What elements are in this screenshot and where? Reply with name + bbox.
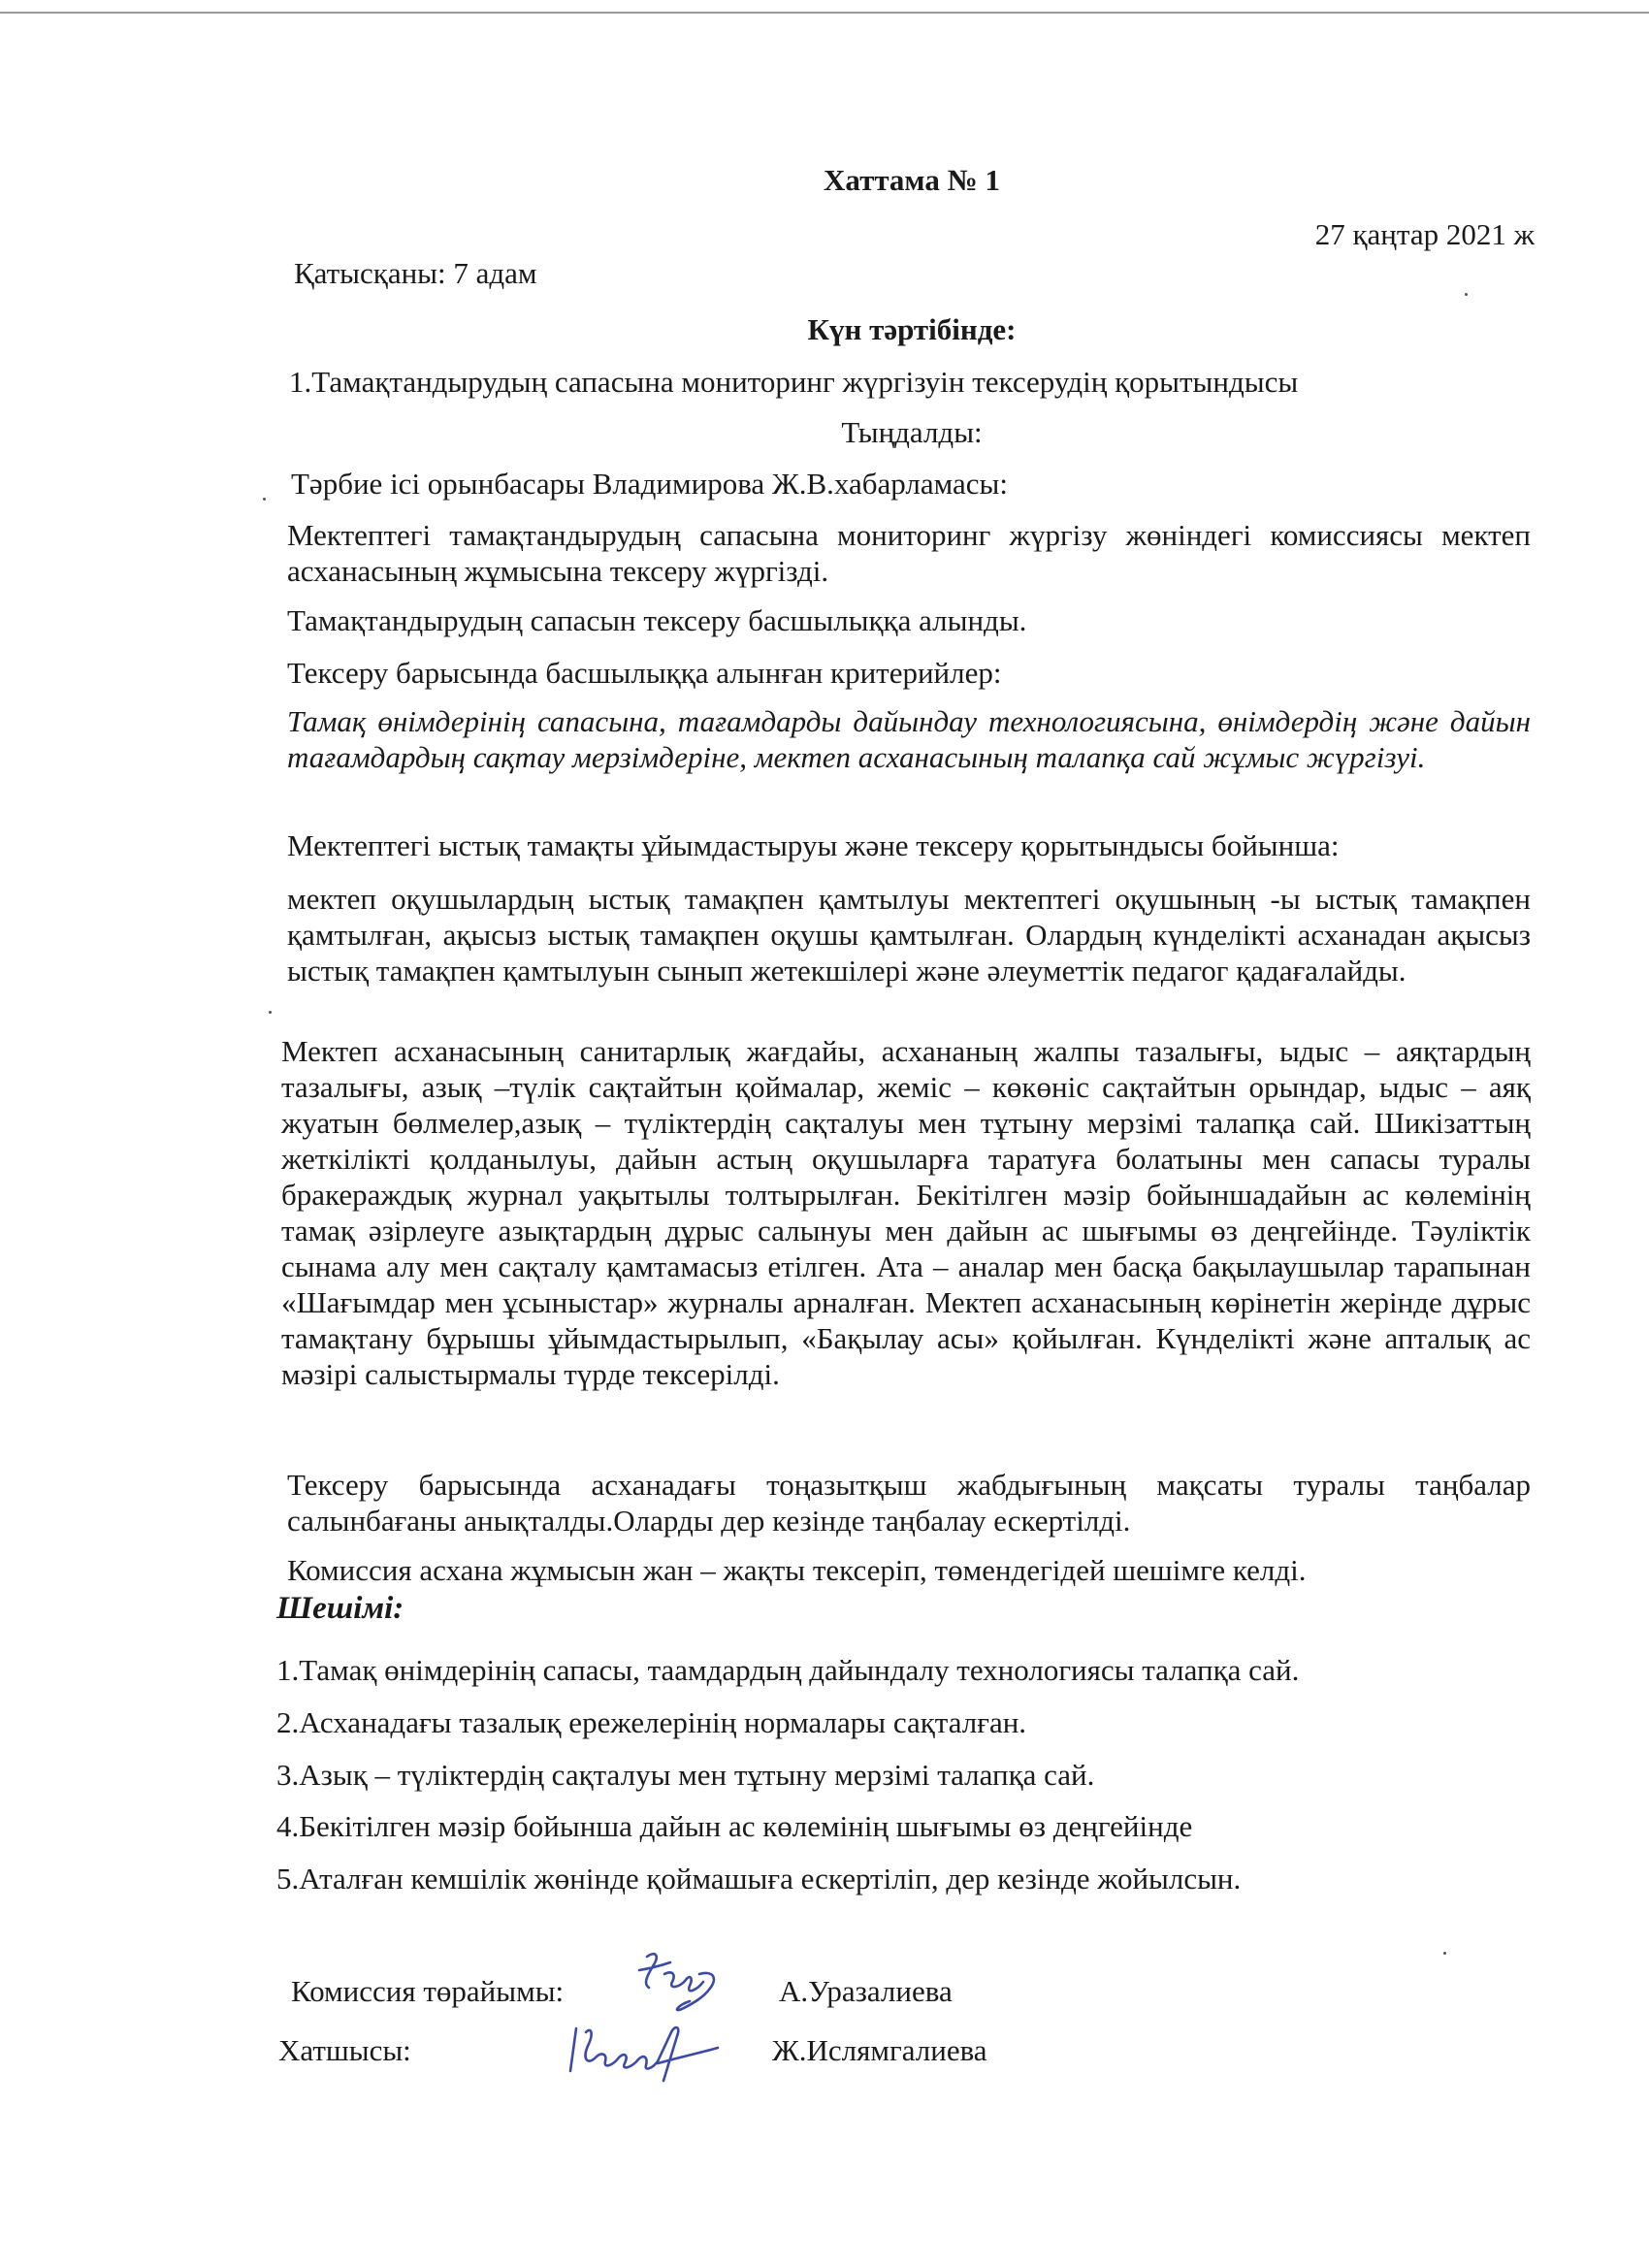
paragraph: Тамақтандырудың сапасын тексеру басшылыққа алынды. [287, 603, 1027, 637]
paragraph: Комиссия асхана жұмысын жан – жақты тексеріп, төмендегідей шешімге келді. [287, 1553, 1307, 1587]
paragraph: Мектептегі ыстық тамақты ұйымдастыруы және тексеру қорытындысы бойынша: [287, 828, 1340, 862]
agenda-item: 1.Тамақтандырудың сапасына мониторинг жүргізуін тексерудің қорытындысы [289, 365, 1299, 399]
secretary-label: Хатшысы: [278, 2033, 411, 2067]
criteria-paragraph: Тамақ өнімдерінің сапасына, тағамдарды дайындау технологиясына, өнімдердің және дайын тағамдардың сақтау мерзімдеріне, мектеп асханасының талапқа сай жұмыс жүргізуі. [287, 704, 1531, 774]
scan-speck [1465, 293, 1468, 296]
secretary-name: Ж.Ислямгалиева [772, 2033, 987, 2067]
participants-count: Қатысқаны: 7 адам [294, 256, 537, 290]
decision-item: 3.Азық – түліктердің сақталуы мен тұтыну мерзімі талапқа сай. [276, 1758, 1095, 1792]
document-title: Хаттама № 1 [824, 163, 1000, 197]
paragraph: мектеп оқушылардың ыстық тамақпен қамтылуы мектептегі оқушының -ы ыстық тамақпен қамтылған, ақысыз ыстық тамақпен оқушы қамтылған. Олардың күнделікті асханадан ақысыз ыстық тамақпен қамтылуын сынып жетекшілері және әлеуметтік педагог қадағалайды. [287, 882, 1531, 988]
decision-item: 2.Асханадағы тазалық ережелерінің нормалары сақталған. [276, 1705, 1027, 1739]
decision-item: 1.Тамақ өнімдерінің сапасы, таамдардың дайындалу технологиясы талапқа сай. [276, 1653, 1300, 1687]
decision-heading: Шешімі: [276, 1591, 404, 1626]
paragraph: Тексеру барысында басшылыққа алынған критерийлер: [287, 656, 1002, 690]
paragraph: Мектептегі тамақтандырудың сапасына мониторинг жүргізу жөніндегі комиссиясы мектеп асханасының жұмысына тексеру жүргізді. [287, 518, 1531, 588]
scan-speck [269, 1011, 272, 1014]
chair-name: А.Уразалиева [779, 1974, 953, 2008]
speaker-line: Тәрбие ісі орынбасары Владимирова Ж.В.хабарламасы: [291, 467, 1008, 501]
paragraph: Мектеп асханасының санитарлық жағдайы, асхананың жалпы тазалығы, ыдыс – аяқтардың тазалығы, азық –түлік сақтайтын қоймалар, жеміс – көкөніс сақтайтын орындар, ыдыс – аяқ жуатын бөлмелер,азық – түліктердің сақталуы мен тұтыну мерзімі талапқа сай. Шикізаттың жеткілікті қолданылуы, дайын астың оқушыларға таратуға болатыны мен сапасы туралы бракераждық журнал уақытылы толтырылған. Бекітілген мәзір бойыншадайын ас көлемінің тамақ әзірлеуге азықтардың дұрыс салынуы мен дайын ас шығымы өз деңгейінде. Тәуліктік сынама алу мен сақталу қамтамасыз етілген. Ата – аналар мен басқа бақылаушылар тарапынан «Шағымдар мен ұсыныстар» журналы арналған. Мектеп асханасының көрінетін жерінде дұрыс тамақтану бұрышы ұйымдастырылып, «Бақылау асы» қойылған. Күнделікті және апталық ас мәзірі салыстырмалы түрде тексерілді. [281, 1034, 1531, 1391]
decision-item: 5.Аталған кемшілік жөнінде қоймашыға ескертіліп, дер кезінде жойылсын. [276, 1862, 1242, 1895]
agenda-heading: Күн тәртібінде: [807, 312, 1017, 346]
chair-label: Комиссия төрайымы: [291, 1974, 565, 2008]
paragraph: Тексеру барысында асханадағы тоңазытқыш жабдығының мақсаты туралы таңбалар салынбағаны анықталды.Оларды дер кезінде таңбалау ескертілді. [287, 1468, 1531, 1538]
document-date: 27 қаңтар 2021 ж [1314, 217, 1535, 251]
listened-heading: Тыңдалды: [841, 415, 983, 449]
secretary-signature [563, 2013, 728, 2105]
decision-item: 4.Бекітілген мәзір бойынша дайын ас көлемінің шығымы өз деңгейінде [276, 1809, 1193, 1843]
scan-speck [1443, 1952, 1446, 1955]
scan-speck [263, 498, 266, 501]
